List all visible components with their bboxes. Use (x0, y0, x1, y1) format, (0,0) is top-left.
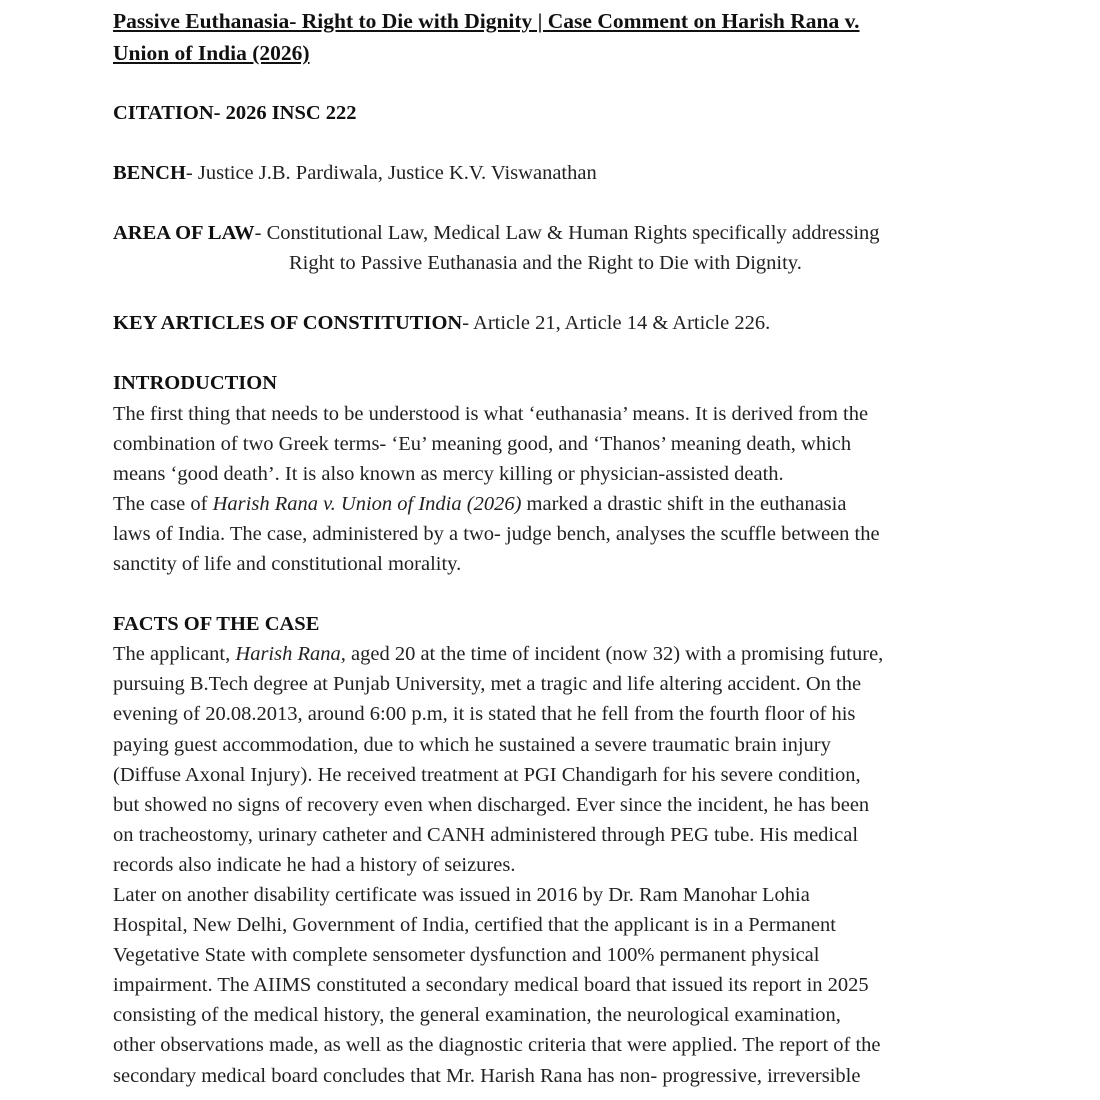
facts-line: on tracheostomy, urinary catheter and CANH administered through PEG tube. His medical (113, 823, 859, 846)
facts-line (113, 639, 993, 669)
bench-field (113, 158, 993, 188)
introduction-line-4-post: marked a drastic shift in the euthanasia (521, 492, 847, 515)
facts-line-1-pre: The applicant, (113, 643, 236, 666)
area-of-law-value-line-1: - Constitutional Law, Medical Law & Human Rights specifically addressing (254, 222, 880, 245)
document-body (113, 5, 993, 1091)
key-articles-label: KEY ARTICLES OF CONSTITUTION (113, 312, 463, 335)
facts-line: other observations made, as well as the diagnostic criteria that were applied. The report of the (113, 1034, 881, 1057)
bench-label: BENCH (113, 162, 186, 185)
facts-line: Hospital, New Delhi, Government of India, certified that the applicant is in a Permanent (113, 914, 836, 937)
document-title (113, 5, 993, 69)
citation-label: CITATION- 2026 INSC 222 (113, 102, 357, 124)
key-articles-field (113, 308, 993, 338)
facts-line: evening of 20.08.2013, around 6:00 p.m, it is stated that he fell from the fourth floor of his (113, 703, 856, 726)
applicant-name-italic: Harish Rana, (235, 643, 346, 666)
key-articles-value: - Article 21, Article 14 & Article 226. (462, 312, 771, 335)
title-line-1: Passive Euthanasia- Right to Die with Dignity | Case Comment on Harish Rana v. (113, 9, 860, 33)
area-of-law-label: AREA OF LAW (113, 222, 255, 245)
introduction-line: combination of two Greek terms- ‘Eu’ meaning good, and ‘Thanos’ meaning death, which (113, 432, 852, 455)
introduction-line: means ‘good death’. It is also known as mercy killing or physician-assisted death. (113, 462, 784, 485)
facts-line: records also indicate he had a history of seizures. (113, 853, 516, 876)
facts-line: (Diffuse Axonal Injury). He received treatment at PGI Chandigarh for his severe condition, (113, 763, 861, 786)
facts-line: but showed no signs of recovery even when discharged. Ever since the incident, he has been (113, 793, 870, 816)
introduction-line: laws of India. The case, administered by a two- judge bench, analyses the scuffle between the (113, 522, 880, 545)
facts-line: pursuing B.Tech degree at Punjab University, met a tragic and life altering accident. On the (113, 673, 862, 696)
facts-line: paying guest accommodation, due to which he sustained a severe traumatic brain injury (113, 733, 831, 756)
case-name-italic: Harish Rana v. Union of India (2026) (212, 492, 522, 515)
area-of-law-value-line-2: Right to Passive Euthanasia and the Right to Die with Dignity. (289, 252, 802, 275)
introduction-line (113, 489, 993, 519)
introduction-line: The first thing that needs to be understood is what ‘euthanasia’ means. It is derived from the (113, 402, 869, 425)
facts-heading: FACTS OF THE CASE (113, 613, 320, 636)
introduction-paragraph (113, 399, 993, 580)
facts-line: Vegetative State with complete sensometer dysfunction and 100% permanent physical (113, 944, 820, 967)
facts-paragraph (113, 639, 993, 1090)
facts-line: secondary medical board concludes that Mr. Harish Rana has non- progressive, irreversible (113, 1064, 861, 1087)
introduction-heading: INTRODUCTION (113, 372, 278, 395)
facts-line: impairment. The AIIMS constituted a secondary medical board that issued its report in 2025 (113, 974, 869, 997)
introduction-line: sanctity of life and constitutional morality. (113, 553, 462, 576)
title-line-2: Union of India (2026) (113, 41, 310, 65)
facts-line-1-post: aged 20 at the time of incident (now 32) with a promising future, (345, 643, 884, 666)
citation-field (113, 98, 993, 128)
bench-value: - Justice J.B. Pardiwala, Justice K.V. Viswanathan (185, 162, 597, 185)
facts-line: consisting of the medical history, the general examination, the neurological examination, (113, 1004, 841, 1027)
facts-line: Later on another disability certificate was issued in 2016 by Dr. Ram Manohar Lohia (113, 883, 810, 906)
introduction-line-4-pre: The case of (113, 492, 213, 515)
area-of-law-field (113, 218, 993, 248)
